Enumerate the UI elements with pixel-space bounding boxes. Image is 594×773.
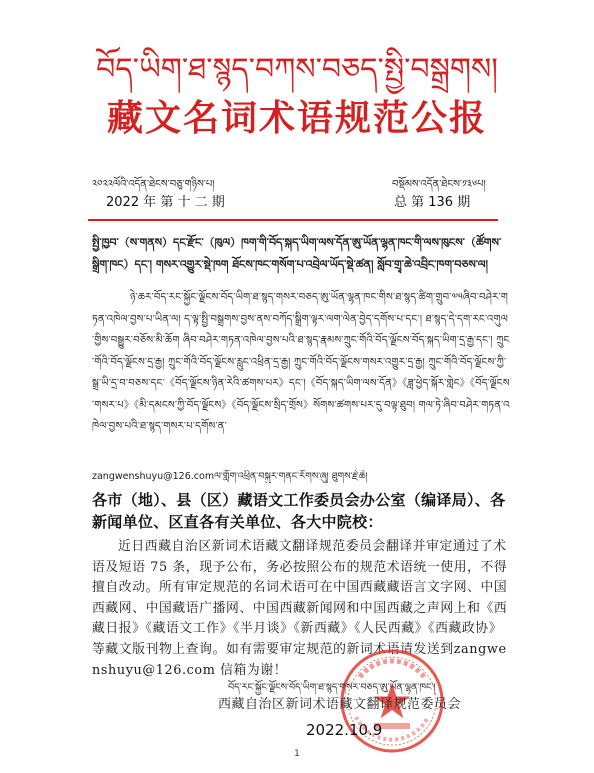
issue-number-tibetan: ༢༠༢༢ལོའི་འདོན་ཐེངས་བཅུ་གཉིས་པ།: [92, 179, 215, 190]
tibetan-masthead-title: བོད་ཡིག་ཐ་སྙད་བཀས་བཅད་སྤྱི་བསྒྲགས།: [96, 52, 498, 87]
total-issue-number: 总 第 136 期: [394, 195, 471, 210]
chinese-addressee: 各市（地）、县（区）藏语文工作委员会办公室（编译局）、各新闻单位、区直各有关单位、各大中院校：: [92, 491, 506, 531]
tibetan-email-line: zangwenshuyu@126.comལ་གློག་འཕྲིན་བསྐུར་གནང་རོགས་ཞུ། ཐུགས་རྗེ་ཆེ།: [92, 471, 368, 482]
header-divider: [88, 219, 498, 221]
chinese-masthead-title: 藏文名词术语规范公报: [106, 97, 487, 139]
issue-number: 2022 年 第 十 二 期: [106, 195, 225, 210]
tibetan-body-text: ཉེ་ཆར་བོད་རང་སྐྱོང་ལྗོངས་བོད་ཡིག་ཐ་སྙད་གསར་བཅད་ཨུ་ཡོན་ལྷན་ཁང་གིས་ཐ་སྙད་ཚིག་གྲུབ་༧༥ཞིབ་བཤེར་གཏན་འཁེལ་བྱས་པ་ཡིན་ལ། ད་ལྟ་སྤྱི་བསྒྲགས་བྱས་ནས་བཀོད་སྒྲིག་ལྟར་ལག་ལེན་བྱེད་དགོས་པ་དང་། ཐ་སྙད་དེ་དག་རང་འགུལ་གྱིས་བསྒྱུར་བཅོས་མི་ཆོག ཞིབ་བཤེར་གཏན་འཁེལ་བྱས་པའི་ཐ་སྙད་རྣམས་ཀྲུང་གོའི་བོད་ལྗོངས་བོད་སྐད་ཡིག་དྲ་རྒྱ་དང་། ཀྲུང་གོའི་བོད་ལྗོངས་དྲ་རྒྱ། ཀྲུང་གོའི་བོད་ལྗོངས་རླུང་འཕྲིན་དྲ་རྒྱ། ཀྲུང་གོའི་བོད་ལྗོངས་གསར་འགྱུར་དྲ་རྒྱ། ཀྲུང་གོའི་བོད་ལྗོངས་ཀྱི་སྒྲ་ཡི་དྲ་བ་བཅས་དང་《བོད་ལྗོངས་ཉིན་རེའི་ཚགས་པར》དང་།《བོད་སྐད་ཡིག་ལས་དོན》《ཟླ་ཕྱེད་སྐོར་གླེང》《བོད་ལྗོངས་གསར་པ》《མི་དམངས་ཀྱི་བོད་ལྗོངས》《བོད་ལྗོངས་སྲིད་གྲོས》སོགས་ཚགས་པར་དུ་བལྟ་ཐུབ། གལ་ཏེ་ཞིབ་བཤེར་གཏན་འཁེལ་བྱས་པའི་ཐ་སྙད་གསར་པ་དགོས་ན་: [92, 292, 510, 432]
total-issue-tibetan: བསྡོམས་འདོན་ཐེངས་༡༣༦པ།: [392, 179, 486, 190]
tibetan-addressee: སྤྱི་ཁྱབ་（ས་གནས）དང་རྫོང་（ཁུལ）ཁག་གི་བོད་སྐད་ཡིག་ལས་དོན་ཨུ་ཡོན་ལྷན་ཁང་གི་ལས་ཁུངས་（ཚོགས་སྒྲིག་ཁང）དང་། གསར་འགྱུར་སྡེ་ཁག ཐོངས་ཁང་གསོག་པ་འབྲེལ་ཡོད་སྡེ་ཚན། སློབ་གྲྭ་ཆེ་འབྲིང་ཁག་བཅས་ལ།: [92, 236, 502, 271]
tibetan-committee-signature: བོད་རང་སྐྱོང་ལྗོངས་བོད་ཡིག་ཐ་སྙད་གསར་བཅད་ཨུ་ཡོན་ལྷན་ཁང་།: [228, 682, 436, 693]
issue-date: 2022.10.9: [306, 721, 383, 739]
committee-signature: 西藏自治区新词术语藏文翻译规范委员会: [218, 697, 462, 712]
page-number: 1: [294, 749, 300, 759]
chinese-body-text: 近日西藏自治区新词术语藏文翻译规范委员会翻译并审定通过了术语及短语 75 条，现予公布，务必按照公布的规范术语统一使用，不得擅自改动。所有审定规范的名词术语可在中国西藏藏语言文字网、中国西藏网、中国藏语广播网、中国西藏新闻网和中国西藏之声网上和《西藏日报》《藏语文工作》《半月谈》《新西藏》《人民西藏》《西藏政协》等藏文版刊物上查询。如有需要审定规范的新词术语请发送到zangwenshuyu@126.com 信箱为谢！: [92, 539, 508, 678]
